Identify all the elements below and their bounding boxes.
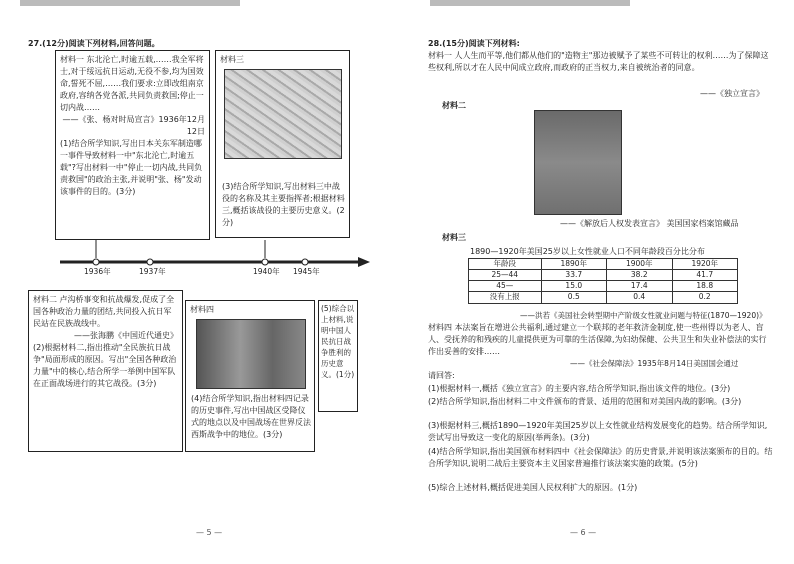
table-cell: 1890年: [541, 259, 606, 270]
q28-m2-source: ——《解放后人权发表宣言》 美国国家档案馆藏品: [560, 219, 739, 228]
q28-m1-text: 材料一 人人生而平等,他们都从他们的"造物主"那边被赋予了某些不可转让的权利……为了保障这些权利,所以才在人民中间成立政府,而政府的正当权力,来自被统治者的同意。: [428, 51, 769, 72]
q28-m3-title: 1890—1920年美国25岁以上女性就业人口不同年龄段百分比分布: [470, 247, 705, 256]
q27-material1-box: [55, 50, 210, 240]
q27-m4-question: (4)结合所学知识,指出材料四记录的历史事件,写出中国战区受降仪式的地点以及中国战场在世界反法西斯战争中的地位。(3分): [191, 394, 311, 439]
timeline: [0, 240, 380, 290]
q28-q5: (5)综合上述材料,概括促进美国人民权利扩大的原因。(1分): [428, 483, 638, 492]
q27-m2-text: 材料二 卢沟桥事变和抗战爆发,促成了全国各种政治力量的团结,共同投入抗日军民站在民族战线中。: [33, 295, 175, 328]
emancipation-document-image: [534, 110, 622, 215]
timeline-1940: 1940年: [253, 267, 280, 276]
q28-q1: (1)根据材料一,概括《独立宣言》的主要内容,结合所学知识,指出该文件的地位。(3分): [428, 384, 731, 393]
page-number-right: — 6 —: [570, 528, 597, 537]
q27-material2-box: [28, 290, 183, 452]
q27-m1-text: 材料一 东北沦亡,时逾五载,……我全军将士,对于绥远抗日运动,无役不参,均为国效命,誓死不屈,……我们要求:立即改组南京政府,容纳各党各派,共同负责救国;停止一切内战……: [60, 55, 204, 112]
q28-m4-text: 材料四 本法案旨在增进公共福利,通过建立一个联邦的老年救济金制度,使一些州得以为老人、盲人、受抚养的和残疾的儿童提供更为可靠的生活保障,为妇幼保健、公共卫生和失业补偿法的实行作出妥善的安排……: [428, 323, 767, 356]
q27-heading: 27.(12分)阅读下列材料,回答问题。: [28, 39, 160, 48]
q28-m2-label: 材料二: [442, 101, 466, 110]
q28-ask: 请回答:: [428, 371, 455, 380]
scan-artifact: [430, 0, 630, 6]
table-row: [469, 270, 738, 281]
table-header-row: [469, 259, 738, 270]
scan-artifact: [20, 0, 240, 6]
q27-material3-box: [215, 50, 350, 238]
q28-q4: (4)结合所学知识,指出美国颁布材料四中《社会保障法》的历史背景,并说明该法案颁布的目的。结合所学知识,说明二战后主要资本主义国家普遍推行该法案实施的政策。(5分): [428, 447, 773, 468]
table-cell: 15.0: [541, 281, 606, 292]
table-cell: 45—: [469, 281, 542, 292]
q28-heading: 28.(15分)阅读下列材料:: [428, 39, 520, 48]
table-cell: 17.4: [607, 281, 672, 292]
q28-m4-source: ——《社会保障法》1935年8月14日美国国会通过: [570, 359, 739, 368]
table-cell: 25—44: [469, 270, 542, 281]
q27-m5-question: (5)综合以上材料,说明中国人民抗日战争胜利的历史意义。(1分): [321, 304, 355, 379]
q27-m4-label: 材料四: [190, 305, 214, 314]
table-cell: 41.7: [672, 270, 738, 281]
page-number-left: — 5 —: [196, 528, 223, 537]
q28-m1-source: ——《独立宣言》: [700, 89, 764, 98]
q27-material5-box: [318, 300, 358, 412]
q27-m1-question: (1)结合所学知识,写出日本关东军制造哪一事件导致材料一中"东北沦亡,时逾五载"?写出材料一中"停止一切内战,共同负责救国"的政治主张,并说明"张、杨"发动该事件的目的。(3分): [60, 139, 203, 196]
table-cell: 1900年: [607, 259, 672, 270]
table-cell: 18.8: [672, 281, 738, 292]
surrender-photo: [196, 319, 306, 389]
table-cell: 年龄段: [469, 259, 542, 270]
timeline-1936: 1936年: [84, 267, 111, 276]
table-row: [469, 281, 738, 292]
q28-m3-label: 材料三: [442, 233, 466, 242]
q27-m3-question: (3)结合所学知识,写出材料三中战役的名称及其主要指挥者;根据材料三,概括该战役的主要历史意义。(2分): [222, 182, 345, 227]
table-cell: 没有上报: [469, 292, 542, 303]
q27-m2-source: ——张海鹏《中国近代通史》: [74, 331, 178, 340]
table-cell: 33.7: [541, 270, 606, 281]
table-cell: 0.2: [672, 292, 738, 303]
table-cell: 1920年: [672, 259, 738, 270]
q28-q3: (3)根据材料三,概括1890—1920年美国25岁以上女性就业结构发展变化的趋势。结合所学知识,尝试写出导致这一变化的原因(举两条)。(3分): [428, 421, 768, 442]
timeline-1937: 1937年: [139, 267, 166, 276]
q27-m3-label: 材料三: [220, 55, 244, 64]
battle-map-image: [224, 69, 342, 159]
table-cell: 0.5: [541, 292, 606, 303]
q27-m2-question: (2)根据材料二,指出推动"全民族抗日战争"局面形成的原因。写出"全国各种政治力量"中的核心,结合所学一举例中国军队在正面战场进行的其它战役。(3分): [33, 343, 177, 388]
q27-m1-source: ——《张、杨对时局宣言》1936年12月12日: [62, 115, 205, 136]
q28-q2: (2)结合所学知识,指出材料二中文件颁布的背景、适用的范围和对美国内战的影响。(3分): [428, 397, 742, 406]
table-cell: 38.2: [607, 270, 672, 281]
table-row: [469, 292, 738, 303]
employment-table: [468, 258, 738, 304]
timeline-1945: 1945年: [293, 267, 320, 276]
table-cell: 0.4: [607, 292, 672, 303]
q28-m3-source: ——洪若《美国社会转型期中产阶级女性就业问题与特征(1870—1920)》: [520, 311, 767, 320]
q27-material4-box: [185, 300, 315, 452]
